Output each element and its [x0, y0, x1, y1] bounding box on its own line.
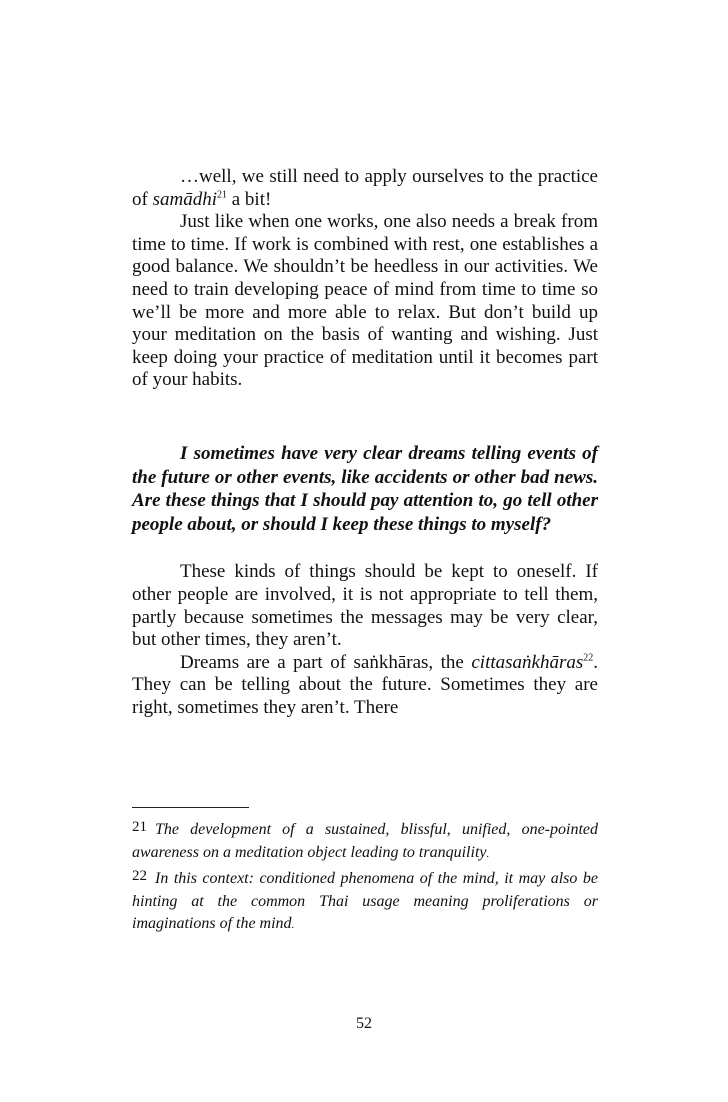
footnote-ref-21[interactable]: 21	[216, 189, 227, 201]
footnote-end: .	[291, 919, 295, 931]
footnote-ref-22[interactable]: 22	[583, 652, 594, 664]
footnote-21	[132, 816, 598, 865]
paragraph-1-text-a: …well, we still need to apply ourselves to the practice of	[132, 166, 598, 210]
footnote-divider	[132, 807, 249, 808]
body-text	[132, 166, 598, 719]
footnote-end: .	[486, 847, 490, 860]
question: I sometimes have very clear dreams telling events of the future or other events, like accidents or other bad news. Are these things that I should pay attention to, go tell other people about, or should I keep these things to myself?	[132, 442, 598, 535]
paragraph-2: Just like when one works, one also needs a break from time to time. If work is combined with rest, one establishes a good balance. We shouldn’t be heedless in our activities. We need to train developing peace of mind from time to time so we’ll be more and more able to relax. But don’t build up your meditation on the basis of wanting and wishing. Just keep doing your practice of meditation until it becomes part of your habits.	[132, 211, 598, 391]
answer-paragraph-2-text-b: . They can be telling about the future. Sometimes they are right, sometimes they aren’t. There	[132, 651, 598, 718]
paragraph-1-text-b: a bit!	[226, 188, 272, 210]
footnote-number: 22	[132, 868, 147, 884]
answer-paragraph-1: These kinds of things should be kept to oneself. If other people are involved, it is not appropriate to tell them, partly because sometimes the messages may be very clear, but other times, they aren’t.	[132, 561, 598, 651]
footnote-text: The development of a sustained, blissful, unified, one-pointed awareness on a meditation object leading to tranquility	[132, 821, 598, 861]
paragraph-1	[132, 166, 598, 211]
footnote-text: In this context: conditioned phenomena of the mind, it may also be hinting at the common Thai usage meaning proliferations or imaginations of the mind	[132, 870, 598, 932]
footnotes	[132, 816, 598, 937]
footnote-22	[132, 865, 598, 937]
term-samadhi: samādhi	[152, 188, 217, 210]
answer-paragraph-2	[132, 652, 598, 720]
term-cittasankharas: cittasaṅkhāras	[471, 651, 584, 673]
footnote-number: 21	[132, 819, 147, 835]
answer-paragraph-2-text-a: Dreams are a part of saṅkhāras, the	[180, 651, 472, 673]
page-number: 52	[356, 1015, 372, 1032]
